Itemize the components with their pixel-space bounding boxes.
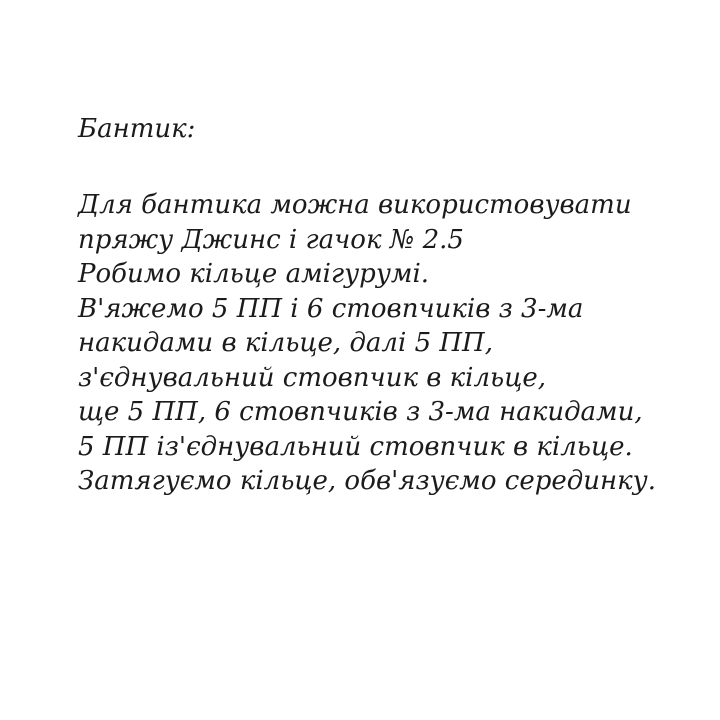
page-title: Бантик:	[78, 114, 196, 144]
instruction-line: В'яжемо 5 ПП і 6 стовпчиків з 3-ма	[78, 293, 584, 324]
instruction-line: Для бантика можна використовувати	[78, 190, 632, 220]
instruction-line: накидами в кільце, далі 5 ПП,	[78, 328, 493, 358]
instruction-line: пряжу Джинс і гачок № 2.5	[78, 224, 464, 255]
instruction-line: з'єднувальний стовпчик в кільце,	[78, 362, 546, 393]
instruction-line: ще 5 ПП, 6 стовпчиків з 3-ма накидами,	[78, 397, 643, 427]
instruction-line: Робимо кільце амігурумі.	[78, 259, 430, 289]
instruction-line: Затягуємо кільце, обв'язуємо серединку.	[78, 466, 656, 496]
instructions-block	[78, 188, 656, 499]
instruction-line: 5 ПП із'єднувальний стовпчик в кільце.	[78, 431, 633, 462]
